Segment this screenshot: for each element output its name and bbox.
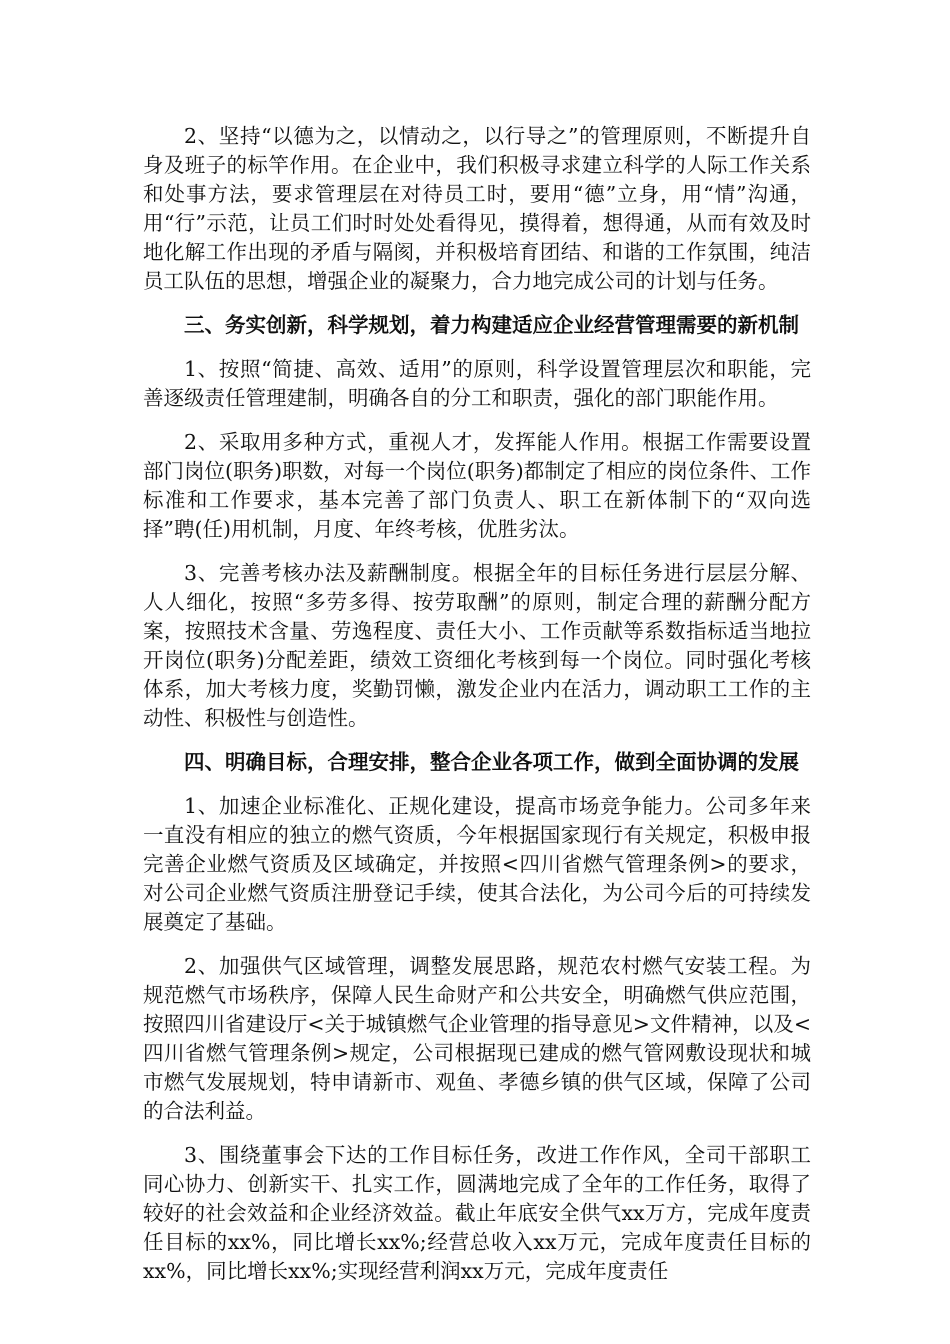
paragraph-assessment-salary: 3、完善考核办法及薪酬制度。根据全年的目标任务进行层层分解、人人细化，按照“多劳多得、按劳取酬”的原则，制定合理的薪酬分配方案，按照技术含量、劳逸程度、责任大小、工作贡献等系数指标适当地拉开岗位(职务)分配差距，绩效工资细化考核到每一个岗位。同时强化考核体系，加大考核力度，奖勤罚懒，激发企业内在活力，调动职工工作的主动性、积极性与创造性。 [143, 561, 811, 730]
document-body [143, 122, 811, 1301]
paragraph-supply-area: 2、加强供气区域管理，调整发展思路，规范农村燃气安装工程。为规范燃气市场秩序，保障人民生命财产和公共安全，明确燃气供应范围，按照四川省建设厅<关于城镇燃气企业管理的指导意见>文件精神，以及<四川省燃气管理条例>规定，公司根据现已建成的燃气管网敷设现状和城市燃气发展规划，特申请新市、观鱼、孝德乡镇的供气区域，保障了公司的合法利益。 [143, 954, 811, 1123]
paragraph-standardization: 1、加速企业标准化、正规化建设，提高市场竞争能力。公司多年来一直没有相应的独立的燃气资质，今年根据国家现行有关规定，积极申报完善企业燃气资质及区域确定，并按照<四川省燃气管理条例>的要求，对公司企业燃气资质注册登记手续，使其合法化，为公司今后的可持续发展奠定了基础。 [143, 794, 811, 934]
paragraph-annual-targets: 3、围绕董事会下达的工作目标任务，改进工作作风，全司干部职工同心协力、创新实干、扎实工作，圆满地完成了全年的工作任务，取得了较好的社会效益和企业经济效益。截止年底安全供气xx万方，完成年度责任目标的xx%，同比增长xx%;经营总收入xx万元，完成年度责任目标的xx%，同比增长xx%;实现经营利润xx万元，完成年度责任 [143, 1143, 811, 1283]
section-heading-4: 四、明确目标，合理安排，整合企业各项工作，做到全面协调的发展 [184, 750, 799, 774]
paragraph-management-structure: 1、按照“简捷、高效、适用”的原则，科学设置管理层次和职能，完善逐级责任管理建制，明确各自的分工和职责，强化的部门职能作用。 [143, 357, 811, 410]
paragraph-moral-management: 2、坚持“以德为之，以情动之，以行导之”的管理原则，不断提升自身及班子的标竿作用。在企业中，我们积极寻求建立科学的人际工作关系和处事方法，要求管理层在对待员工时，要用“德”立身，用“情”沟通，用“行”示范，让员工们时时处处看得见，摸得着，想得通，从而有效及时地化解工作出现的矛盾与隔阂，并积极培育团结、和谐的工作氛围，纯洁员工队伍的思想，增强企业的凝聚力，合力地完成公司的计划与任务。 [143, 124, 811, 293]
section-heading-3: 三、务实创新，科学规划，着力构建适应企业经营管理需要的新机制 [184, 313, 799, 337]
paragraph-talent-mechanism: 2、采取用多种方式，重视人才，发挥能人作用。根据工作需要设置部门岗位(职务)职数，对每一个岗位(职务)都制定了相应的岗位条件、工作标准和工作要求，基本完善了部门负责人、职工在新体制下的“双向选择”聘(任)用机制，月度、年终考核，优胜劣汰。 [143, 430, 811, 541]
